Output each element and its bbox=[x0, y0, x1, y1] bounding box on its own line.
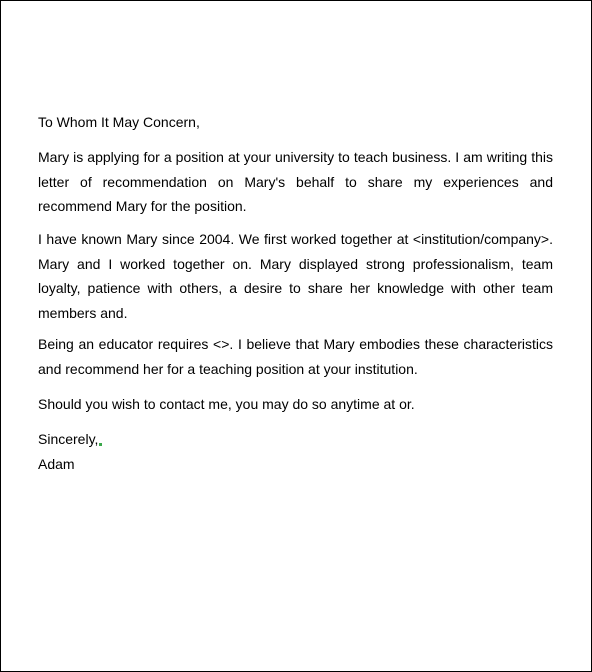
closing-text: Sincerely, bbox=[38, 431, 99, 447]
spellcheck-mark bbox=[99, 443, 102, 446]
signature-name: Adam bbox=[38, 455, 75, 472]
paragraph-contact: Should you wish to contact me, you may do so anytime at or. bbox=[38, 396, 415, 412]
closing-block bbox=[38, 427, 102, 476]
paragraph-experience: I have known Mary since 2004. We first worked together at <institution/company>. Mary and I worked together on. Mary displayed strong professionalism, team loyalty, patience with others, a desire to share her knowledge with other team members and. bbox=[38, 231, 553, 321]
paragraph-recommendation: Being an educator requires <>. I believe that Mary embodies these characteristics and recommend her for a teaching position at your institution. bbox=[38, 336, 553, 377]
salutation: To Whom It May Concern, bbox=[38, 114, 200, 130]
paragraph-introduction: Mary is applying for a position at your university to teach business. I am writing this letter of recommendation on Mary's behalf to share my experiences and recommend Mary for the position. bbox=[38, 149, 553, 214]
closing-line bbox=[38, 427, 102, 452]
